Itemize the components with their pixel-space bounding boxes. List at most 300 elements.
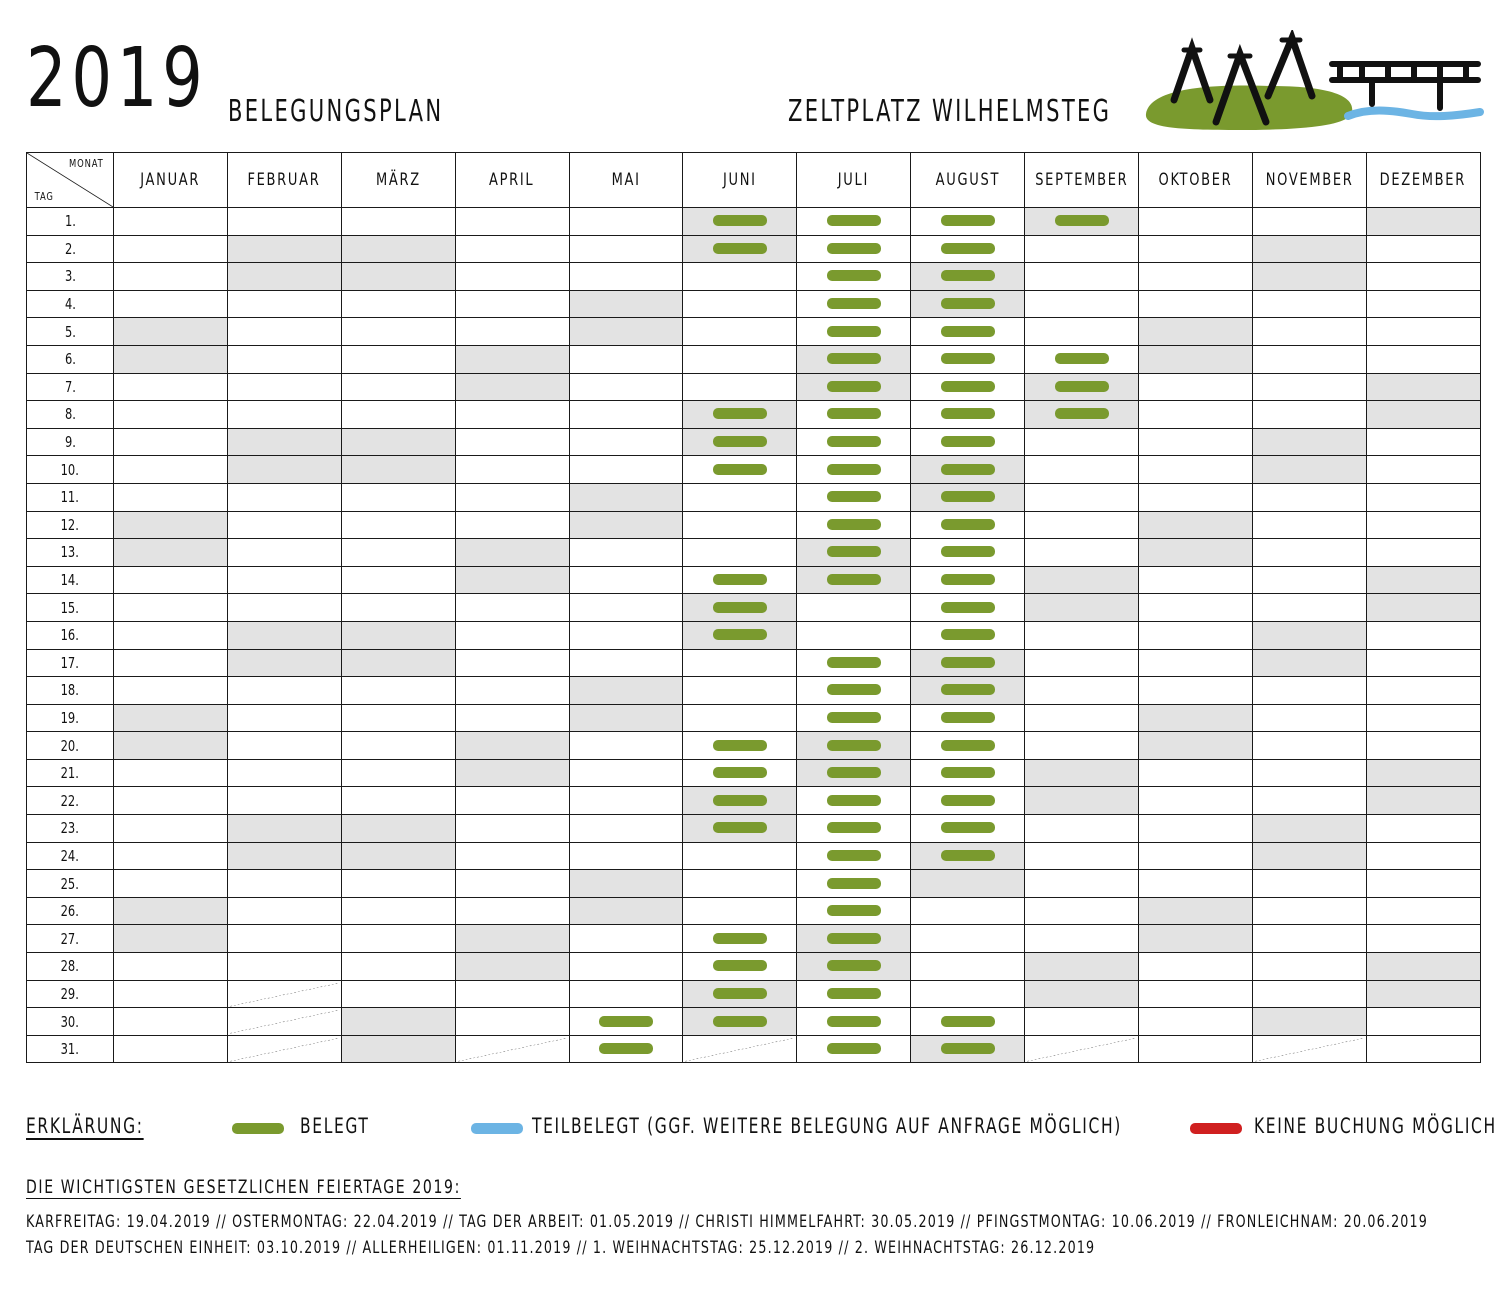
day-cell[interactable] [683,732,797,760]
day-cell[interactable] [227,759,341,787]
day-cell[interactable] [911,787,1025,815]
day-cell[interactable] [341,208,455,236]
weekend-day-cell[interactable] [1025,953,1139,981]
day-cell[interactable] [1139,1008,1253,1036]
weekend-day-cell[interactable] [227,456,341,484]
weekend-day-cell[interactable] [1025,401,1139,429]
day-cell[interactable] [797,594,911,622]
day-cell[interactable] [455,897,569,925]
day-cell[interactable] [1252,345,1366,373]
day-cell[interactable] [341,704,455,732]
day-cell[interactable] [227,677,341,705]
weekend-day-cell[interactable] [569,483,683,511]
weekend-day-cell[interactable] [797,566,911,594]
day-cell[interactable] [341,787,455,815]
day-cell[interactable] [1025,704,1139,732]
weekend-day-cell[interactable] [911,649,1025,677]
day-cell[interactable] [911,539,1025,567]
day-cell[interactable] [227,897,341,925]
weekend-day-cell[interactable] [797,759,911,787]
weekend-day-cell[interactable] [683,1008,797,1036]
day-cell[interactable] [911,621,1025,649]
weekend-day-cell[interactable] [911,1035,1025,1063]
day-cell[interactable] [227,401,341,429]
weekend-day-cell[interactable] [1366,759,1480,787]
day-cell[interactable] [1366,511,1480,539]
day-cell[interactable] [569,732,683,760]
day-cell[interactable] [114,621,228,649]
weekend-day-cell[interactable] [683,208,797,236]
day-cell[interactable] [569,980,683,1008]
day-cell[interactable] [114,483,228,511]
weekend-day-cell[interactable] [114,732,228,760]
day-cell[interactable] [569,787,683,815]
weekend-day-cell[interactable] [569,704,683,732]
day-cell[interactable] [797,290,911,318]
weekend-day-cell[interactable] [1366,401,1480,429]
day-cell[interactable] [683,953,797,981]
day-cell[interactable] [1025,897,1139,925]
day-cell[interactable] [227,925,341,953]
day-cell[interactable] [455,263,569,291]
weekend-day-cell[interactable] [227,621,341,649]
day-cell[interactable] [1252,704,1366,732]
day-cell[interactable] [114,677,228,705]
weekend-day-cell[interactable] [341,1035,455,1063]
day-cell[interactable] [911,318,1025,346]
day-cell[interactable] [341,925,455,953]
day-cell[interactable] [1139,677,1253,705]
weekend-day-cell[interactable] [341,621,455,649]
weekend-day-cell[interactable] [114,704,228,732]
day-cell[interactable] [114,428,228,456]
day-cell[interactable] [683,511,797,539]
day-cell[interactable] [1366,704,1480,732]
weekend-day-cell[interactable] [114,925,228,953]
day-cell[interactable] [1025,842,1139,870]
day-cell[interactable] [911,759,1025,787]
day-cell[interactable] [1366,345,1480,373]
weekend-day-cell[interactable] [797,345,911,373]
weekend-day-cell[interactable] [341,815,455,843]
weekend-day-cell[interactable] [683,428,797,456]
day-cell[interactable] [797,815,911,843]
day-cell[interactable] [569,925,683,953]
day-cell[interactable] [341,732,455,760]
day-cell[interactable] [455,787,569,815]
weekend-day-cell[interactable] [227,815,341,843]
day-cell[interactable] [455,704,569,732]
weekend-day-cell[interactable] [569,318,683,346]
day-cell[interactable] [114,290,228,318]
day-cell[interactable] [1366,815,1480,843]
day-cell[interactable] [911,373,1025,401]
day-cell[interactable] [114,787,228,815]
day-cell[interactable] [1025,318,1139,346]
day-cell[interactable] [341,318,455,346]
day-cell[interactable] [1139,401,1253,429]
day-cell[interactable] [569,649,683,677]
day-cell[interactable] [569,235,683,263]
day-cell[interactable] [911,925,1025,953]
day-cell[interactable] [1366,677,1480,705]
day-cell[interactable] [1252,318,1366,346]
day-cell[interactable] [1366,1008,1480,1036]
day-cell[interactable] [114,815,228,843]
day-cell[interactable] [911,208,1025,236]
weekend-day-cell[interactable] [911,483,1025,511]
day-cell[interactable] [1139,208,1253,236]
weekend-day-cell[interactable] [1139,732,1253,760]
day-cell[interactable] [114,980,228,1008]
day-cell[interactable] [797,511,911,539]
day-cell[interactable] [569,456,683,484]
day-cell[interactable] [1366,263,1480,291]
weekend-day-cell[interactable] [683,787,797,815]
weekend-day-cell[interactable] [1252,842,1366,870]
day-cell[interactable] [1139,1035,1253,1063]
day-cell[interactable] [797,456,911,484]
weekend-day-cell[interactable] [227,428,341,456]
day-cell[interactable] [1025,621,1139,649]
day-cell[interactable] [1366,290,1480,318]
day-cell[interactable] [455,235,569,263]
weekend-day-cell[interactable] [1252,263,1366,291]
day-cell[interactable] [797,263,911,291]
weekend-day-cell[interactable] [341,428,455,456]
day-cell[interactable] [114,373,228,401]
day-cell[interactable] [227,539,341,567]
day-cell[interactable] [341,401,455,429]
day-cell[interactable] [455,842,569,870]
weekend-day-cell[interactable] [1252,815,1366,843]
weekend-day-cell[interactable] [1252,428,1366,456]
day-cell[interactable] [455,980,569,1008]
weekend-day-cell[interactable] [1252,456,1366,484]
day-cell[interactable] [1252,759,1366,787]
day-cell[interactable] [683,318,797,346]
day-cell[interactable] [1025,263,1139,291]
weekend-day-cell[interactable] [1252,1008,1366,1036]
day-cell[interactable] [1139,759,1253,787]
day-cell[interactable] [1139,263,1253,291]
day-cell[interactable] [341,566,455,594]
day-cell[interactable] [683,566,797,594]
weekend-day-cell[interactable] [1252,649,1366,677]
day-cell[interactable] [341,511,455,539]
weekend-day-cell[interactable] [114,511,228,539]
day-cell[interactable] [1139,953,1253,981]
day-cell[interactable] [797,235,911,263]
day-cell[interactable] [569,953,683,981]
day-cell[interactable] [1139,290,1253,318]
weekend-day-cell[interactable] [1025,566,1139,594]
weekend-day-cell[interactable] [341,1008,455,1036]
weekend-day-cell[interactable] [797,925,911,953]
day-cell[interactable] [1139,870,1253,898]
weekend-day-cell[interactable] [1366,980,1480,1008]
day-cell[interactable] [1139,594,1253,622]
weekend-day-cell[interactable] [1139,511,1253,539]
day-cell[interactable] [114,208,228,236]
day-cell[interactable] [911,953,1025,981]
weekend-day-cell[interactable] [455,759,569,787]
day-cell[interactable] [455,428,569,456]
day-cell[interactable] [683,539,797,567]
day-cell[interactable] [1252,373,1366,401]
day-cell[interactable] [683,456,797,484]
day-cell[interactable] [1366,842,1480,870]
day-cell[interactable] [1366,428,1480,456]
day-cell[interactable] [455,594,569,622]
day-cell[interactable] [1366,870,1480,898]
day-cell[interactable] [114,1008,228,1036]
day-cell[interactable] [683,704,797,732]
weekend-day-cell[interactable] [455,566,569,594]
day-cell[interactable] [1252,732,1366,760]
weekend-day-cell[interactable] [227,649,341,677]
day-cell[interactable] [911,511,1025,539]
day-cell[interactable] [114,842,228,870]
weekend-day-cell[interactable] [569,870,683,898]
day-cell[interactable] [227,373,341,401]
day-cell[interactable] [114,594,228,622]
day-cell[interactable] [341,980,455,1008]
day-cell[interactable] [683,677,797,705]
day-cell[interactable] [911,815,1025,843]
day-cell[interactable] [797,401,911,429]
day-cell[interactable] [1025,925,1139,953]
day-cell[interactable] [341,677,455,705]
weekend-day-cell[interactable] [455,732,569,760]
day-cell[interactable] [227,787,341,815]
day-cell[interactable] [1025,290,1139,318]
day-cell[interactable] [227,732,341,760]
day-cell[interactable] [569,566,683,594]
weekend-day-cell[interactable] [341,235,455,263]
day-cell[interactable] [797,483,911,511]
day-cell[interactable] [911,732,1025,760]
day-cell[interactable] [227,290,341,318]
day-cell[interactable] [227,566,341,594]
weekend-day-cell[interactable] [911,842,1025,870]
weekend-day-cell[interactable] [114,539,228,567]
weekend-day-cell[interactable] [1366,787,1480,815]
day-cell[interactable] [797,428,911,456]
weekend-day-cell[interactable] [911,263,1025,291]
day-cell[interactable] [455,649,569,677]
day-cell[interactable] [683,290,797,318]
day-cell[interactable] [455,511,569,539]
weekend-day-cell[interactable] [227,842,341,870]
day-cell[interactable] [683,897,797,925]
day-cell[interactable] [227,208,341,236]
day-cell[interactable] [569,594,683,622]
day-cell[interactable] [797,1035,911,1063]
day-cell[interactable] [114,566,228,594]
weekend-day-cell[interactable] [1366,566,1480,594]
day-cell[interactable] [911,566,1025,594]
day-cell[interactable] [911,594,1025,622]
day-cell[interactable] [797,870,911,898]
weekend-day-cell[interactable] [911,677,1025,705]
day-cell[interactable] [1252,483,1366,511]
day-cell[interactable] [797,1008,911,1036]
day-cell[interactable] [455,318,569,346]
day-cell[interactable] [569,1035,683,1063]
day-cell[interactable] [1025,235,1139,263]
weekend-day-cell[interactable] [1139,897,1253,925]
day-cell[interactable] [114,953,228,981]
day-cell[interactable] [455,815,569,843]
weekend-day-cell[interactable] [455,373,569,401]
weekend-day-cell[interactable] [114,345,228,373]
day-cell[interactable] [1025,456,1139,484]
day-cell[interactable] [341,953,455,981]
day-cell[interactable] [1252,870,1366,898]
day-cell[interactable] [455,208,569,236]
weekend-day-cell[interactable] [1366,953,1480,981]
weekend-day-cell[interactable] [1025,373,1139,401]
day-cell[interactable] [1139,483,1253,511]
day-cell[interactable] [1139,456,1253,484]
day-cell[interactable] [1366,318,1480,346]
weekend-day-cell[interactable] [911,870,1025,898]
day-cell[interactable] [114,401,228,429]
day-cell[interactable] [114,263,228,291]
day-cell[interactable] [683,345,797,373]
weekend-day-cell[interactable] [455,539,569,567]
day-cell[interactable] [1252,401,1366,429]
weekend-day-cell[interactable] [1139,318,1253,346]
weekend-day-cell[interactable] [341,842,455,870]
weekend-day-cell[interactable] [683,401,797,429]
weekend-day-cell[interactable] [1025,759,1139,787]
day-cell[interactable] [1366,732,1480,760]
weekend-day-cell[interactable] [1139,925,1253,953]
weekend-day-cell[interactable] [569,511,683,539]
day-cell[interactable] [911,345,1025,373]
day-cell[interactable] [1366,235,1480,263]
day-cell[interactable] [911,897,1025,925]
day-cell[interactable] [341,539,455,567]
day-cell[interactable] [341,345,455,373]
day-cell[interactable] [1252,208,1366,236]
weekend-day-cell[interactable] [683,980,797,1008]
day-cell[interactable] [455,456,569,484]
day-cell[interactable] [1139,235,1253,263]
day-cell[interactable] [341,897,455,925]
weekend-day-cell[interactable] [114,318,228,346]
day-cell[interactable] [114,759,228,787]
weekend-day-cell[interactable] [683,235,797,263]
weekend-day-cell[interactable] [1366,208,1480,236]
weekend-day-cell[interactable] [341,649,455,677]
day-cell[interactable] [797,677,911,705]
day-cell[interactable] [797,318,911,346]
day-cell[interactable] [1366,539,1480,567]
day-cell[interactable] [569,373,683,401]
weekend-day-cell[interactable] [797,539,911,567]
weekend-day-cell[interactable] [569,897,683,925]
day-cell[interactable] [227,318,341,346]
day-cell[interactable] [569,539,683,567]
day-cell[interactable] [1139,621,1253,649]
day-cell[interactable] [1252,980,1366,1008]
weekend-day-cell[interactable] [569,677,683,705]
weekend-day-cell[interactable] [1366,373,1480,401]
day-cell[interactable] [1366,925,1480,953]
day-cell[interactable] [227,953,341,981]
day-cell[interactable] [911,980,1025,1008]
day-cell[interactable] [797,649,911,677]
day-cell[interactable] [1025,483,1139,511]
day-cell[interactable] [1252,787,1366,815]
day-cell[interactable] [1139,815,1253,843]
day-cell[interactable] [1025,870,1139,898]
day-cell[interactable] [227,870,341,898]
day-cell[interactable] [797,621,911,649]
weekend-day-cell[interactable] [1139,704,1253,732]
day-cell[interactable] [341,870,455,898]
day-cell[interactable] [227,704,341,732]
day-cell[interactable] [569,401,683,429]
day-cell[interactable] [227,345,341,373]
weekend-day-cell[interactable] [1139,539,1253,567]
day-cell[interactable] [1252,925,1366,953]
day-cell[interactable] [1366,621,1480,649]
day-cell[interactable] [797,842,911,870]
weekend-day-cell[interactable] [797,953,911,981]
day-cell[interactable] [1139,566,1253,594]
day-cell[interactable] [1025,511,1139,539]
day-cell[interactable] [1025,732,1139,760]
day-cell[interactable] [227,511,341,539]
weekend-day-cell[interactable] [1139,345,1253,373]
day-cell[interactable] [1139,980,1253,1008]
day-cell[interactable] [683,483,797,511]
day-cell[interactable] [797,208,911,236]
day-cell[interactable] [911,235,1025,263]
day-cell[interactable] [1252,511,1366,539]
weekend-day-cell[interactable] [911,456,1025,484]
day-cell[interactable] [341,483,455,511]
weekend-day-cell[interactable] [227,263,341,291]
day-cell[interactable] [683,842,797,870]
day-cell[interactable] [1252,677,1366,705]
day-cell[interactable] [1025,649,1139,677]
day-cell[interactable] [1025,345,1139,373]
day-cell[interactable] [341,594,455,622]
day-cell[interactable] [911,401,1025,429]
weekend-day-cell[interactable] [1025,594,1139,622]
day-cell[interactable] [569,428,683,456]
day-cell[interactable] [1025,539,1139,567]
weekend-day-cell[interactable] [1025,208,1139,236]
day-cell[interactable] [797,897,911,925]
day-cell[interactable] [1252,897,1366,925]
day-cell[interactable] [911,428,1025,456]
day-cell[interactable] [1025,428,1139,456]
day-cell[interactable] [1252,594,1366,622]
day-cell[interactable] [569,815,683,843]
day-cell[interactable] [455,401,569,429]
day-cell[interactable] [683,263,797,291]
weekend-day-cell[interactable] [1366,594,1480,622]
day-cell[interactable] [683,870,797,898]
weekend-day-cell[interactable] [683,594,797,622]
day-cell[interactable] [455,483,569,511]
